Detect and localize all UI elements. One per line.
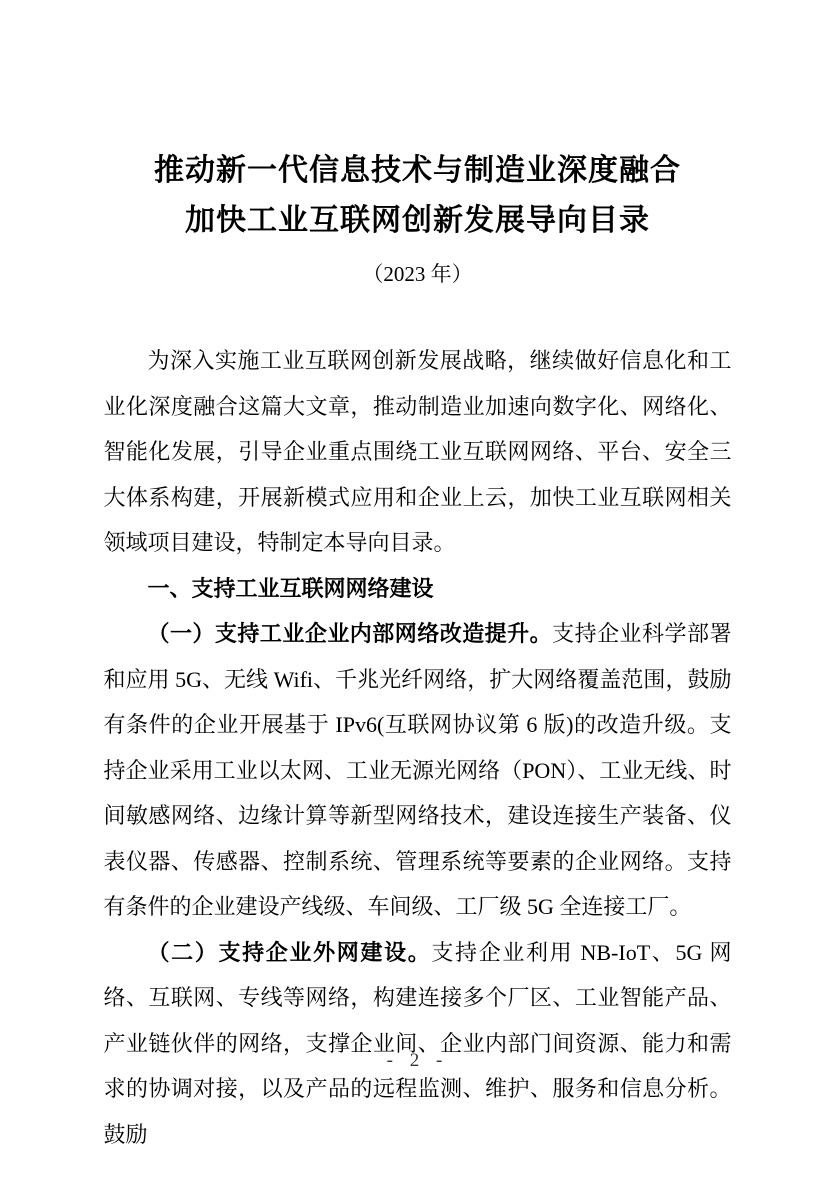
item-1-lead: （一）支持工业企业内部网络改造提升。 <box>147 621 553 646</box>
title-line-1: 推动新一代信息技术与制造业深度融合 <box>154 154 681 187</box>
document-title <box>0 146 835 246</box>
document-body <box>104 338 732 1157</box>
item-paragraph-1 <box>104 611 732 930</box>
intro-paragraph: 为深入实施工业互联网创新发展战略，继续做好信息化和工业化深度融合这篇大文章，推动制造业加速向数字化、网络化、智能化发展，引导企业重点围绕工业互联网网络、平台、安全三大体系构建，开展新模式应用和企业上云，加快工业互联网相关领域项目建设，特制定本导向目录。 <box>103 348 732 555</box>
section-1-heading: 一、支持工业互联网网络建设 <box>147 575 434 601</box>
item-1-text: 支持企业科学部署和应用 5G、无线 Wifi、千兆光纤网络，扩大网络覆盖范围，鼓励有条件的企业开展基于 IPv6(互联网协议第 6 版)的改造升级。支持企业采用工业以太网、工业无源光网络（PON）、工业无线、时间敏感网络、边缘计算等新型网络技术，建设连接生产装备、仪表仪器、传感器、控制系统、管理系统等要素的企业网络。支持有条件的企业建设产线级、车间级、工厂级 5G 全连接工厂。 <box>103 621 732 919</box>
item-2-text: 支持企业利用 NB-IoT、5G 网络、互联网、专线等网络，构建连接多个厂区、工业智能产品、产业链伙伴的网络，支撑企业间、企业内部门间资源、能力和需求的协调对接，以及产品的远程监测、维护、服务和信息分析。鼓励 <box>103 939 732 1147</box>
document-subtitle: （2023 年） <box>362 262 473 286</box>
item-paragraph-2 <box>104 930 732 1158</box>
title-line-2: 加快工业互联网创新发展导向目录 <box>185 204 650 237</box>
page-number-footer: - 2 - <box>386 1050 449 1071</box>
item-2-lead: （二）支持企业外网建设。 <box>147 939 432 965</box>
